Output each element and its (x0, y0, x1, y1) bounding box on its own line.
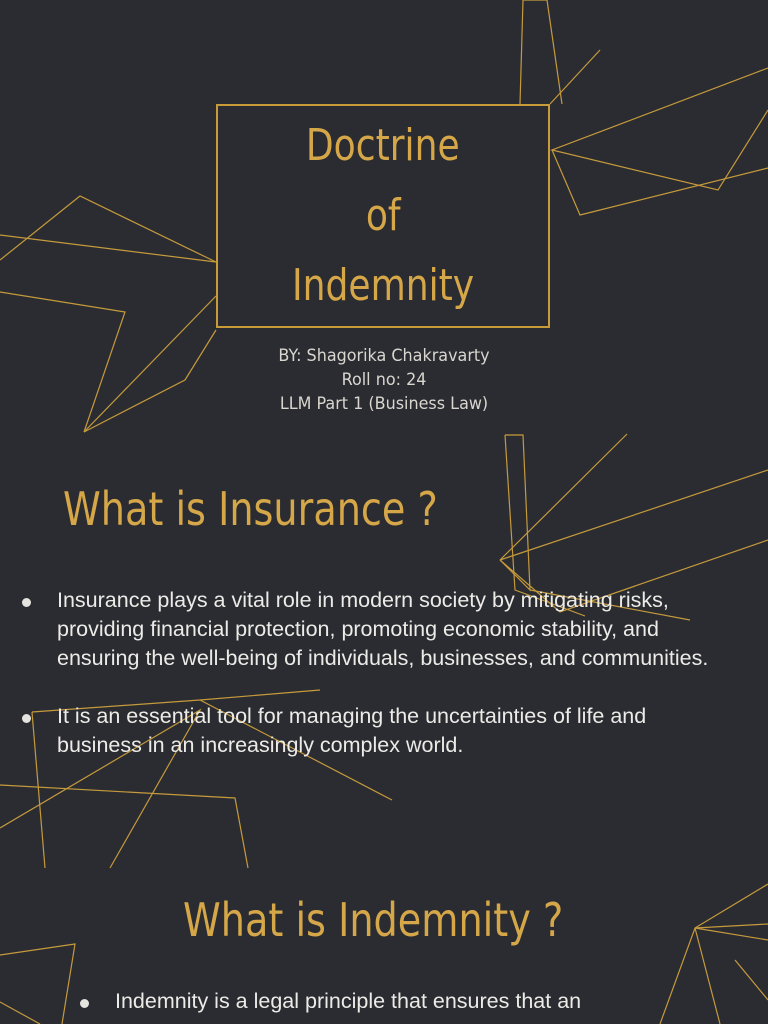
byline (0, 344, 768, 416)
bullet-dot-icon (22, 598, 31, 607)
indemnity-bullet-list (80, 987, 730, 1016)
bullet-text: Indemnity is a legal principle that ensures that an (115, 989, 582, 1013)
insurance-heading: What is Insurance ? (63, 482, 438, 536)
roll-number: Roll no: 24 (341, 370, 427, 390)
insurance-bullet-list (22, 586, 722, 789)
author-name: BY: Shagorika Chakravarty (278, 346, 490, 366)
title-line-2: of (365, 190, 401, 241)
indemnity-heading: What is Indemnity ? (183, 893, 564, 947)
title-box (216, 104, 550, 328)
course-name: LLM Part 1 (Business Law) (279, 394, 489, 414)
list-item (22, 586, 722, 673)
bullet-text: It is an essential tool for managing the uncertainties of life and business in an increasingly complex world. (57, 704, 647, 757)
list-item (22, 702, 722, 760)
bullet-text: Insurance plays a vital role in modern society by mitigating risks, providing financial protection, promoting economic stability, and ensuring the well-being of individuals, businesses, and communities. (57, 588, 709, 670)
bullet-dot-icon (22, 714, 31, 723)
title-line-1: Doctrine (306, 120, 460, 171)
bullet-dot-icon (80, 999, 89, 1008)
title-line-3: Indemnity (291, 260, 475, 311)
list-item (80, 987, 730, 1016)
